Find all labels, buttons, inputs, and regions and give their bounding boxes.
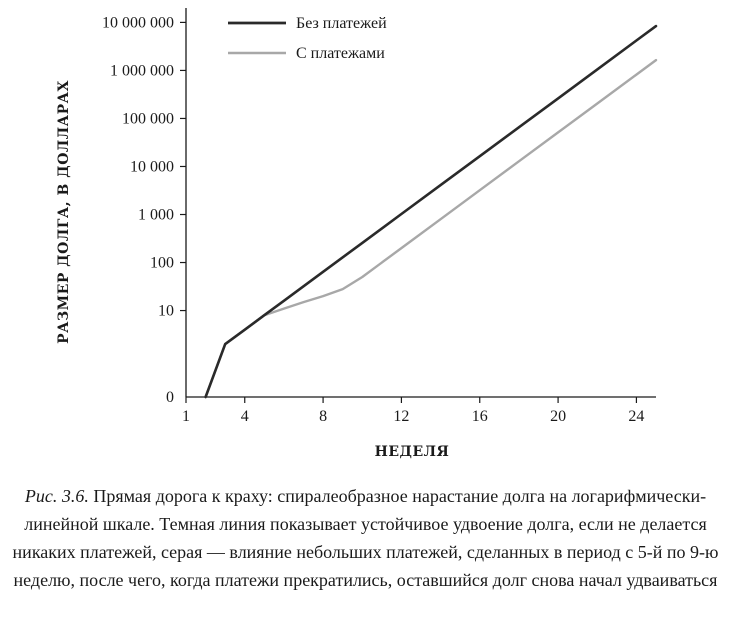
y-tick-label: 1 000 000	[110, 62, 174, 80]
series-line-no-payments	[206, 26, 656, 397]
y-tick-label: 0	[166, 389, 174, 406]
x-tick-label: 24	[628, 408, 645, 425]
x-tick-label: 8	[319, 408, 328, 425]
x-tick-label: 16	[471, 408, 488, 425]
x-tick-label: 12	[393, 408, 410, 425]
y-axis-title: РАЗМЕР ДОЛГА, В ДОЛЛАРАХ	[56, 80, 72, 344]
caption-label: Рис. 3.6.	[24, 486, 89, 506]
y-tick-label: 10 000	[130, 158, 174, 176]
legend-label: Без платежей	[296, 15, 387, 32]
x-axis-title: НЕДЕЛЯ	[374, 444, 450, 460]
caption-text: Прямая дорога к краху: спиралеобразное нарастание долга на логарифмически-линейной шкале. Темная линия показывает устойчивое удвоение долга, если не делается никаких платежей, серая — влияние небольших платежей, сделанных в период с 5-й по 9-ю неделю, после чего, когда платежи прекратились, оставшийся долг снова начал удваиваться	[12, 486, 719, 590]
y-tick-label: 100	[150, 254, 174, 272]
y-tick-label: 10 000 000	[102, 14, 174, 32]
figure-caption	[10, 482, 721, 594]
y-tick-label: 100 000	[122, 110, 174, 128]
x-tick-label: 20	[550, 408, 567, 425]
x-tick-label: 4	[240, 408, 249, 425]
x-tick-label: 1	[182, 408, 190, 425]
y-tick-label: 1 000	[138, 206, 174, 224]
legend-label: С платежами	[296, 45, 385, 62]
y-tick-label: 10	[158, 302, 174, 320]
series-line-with-payments	[206, 60, 656, 397]
